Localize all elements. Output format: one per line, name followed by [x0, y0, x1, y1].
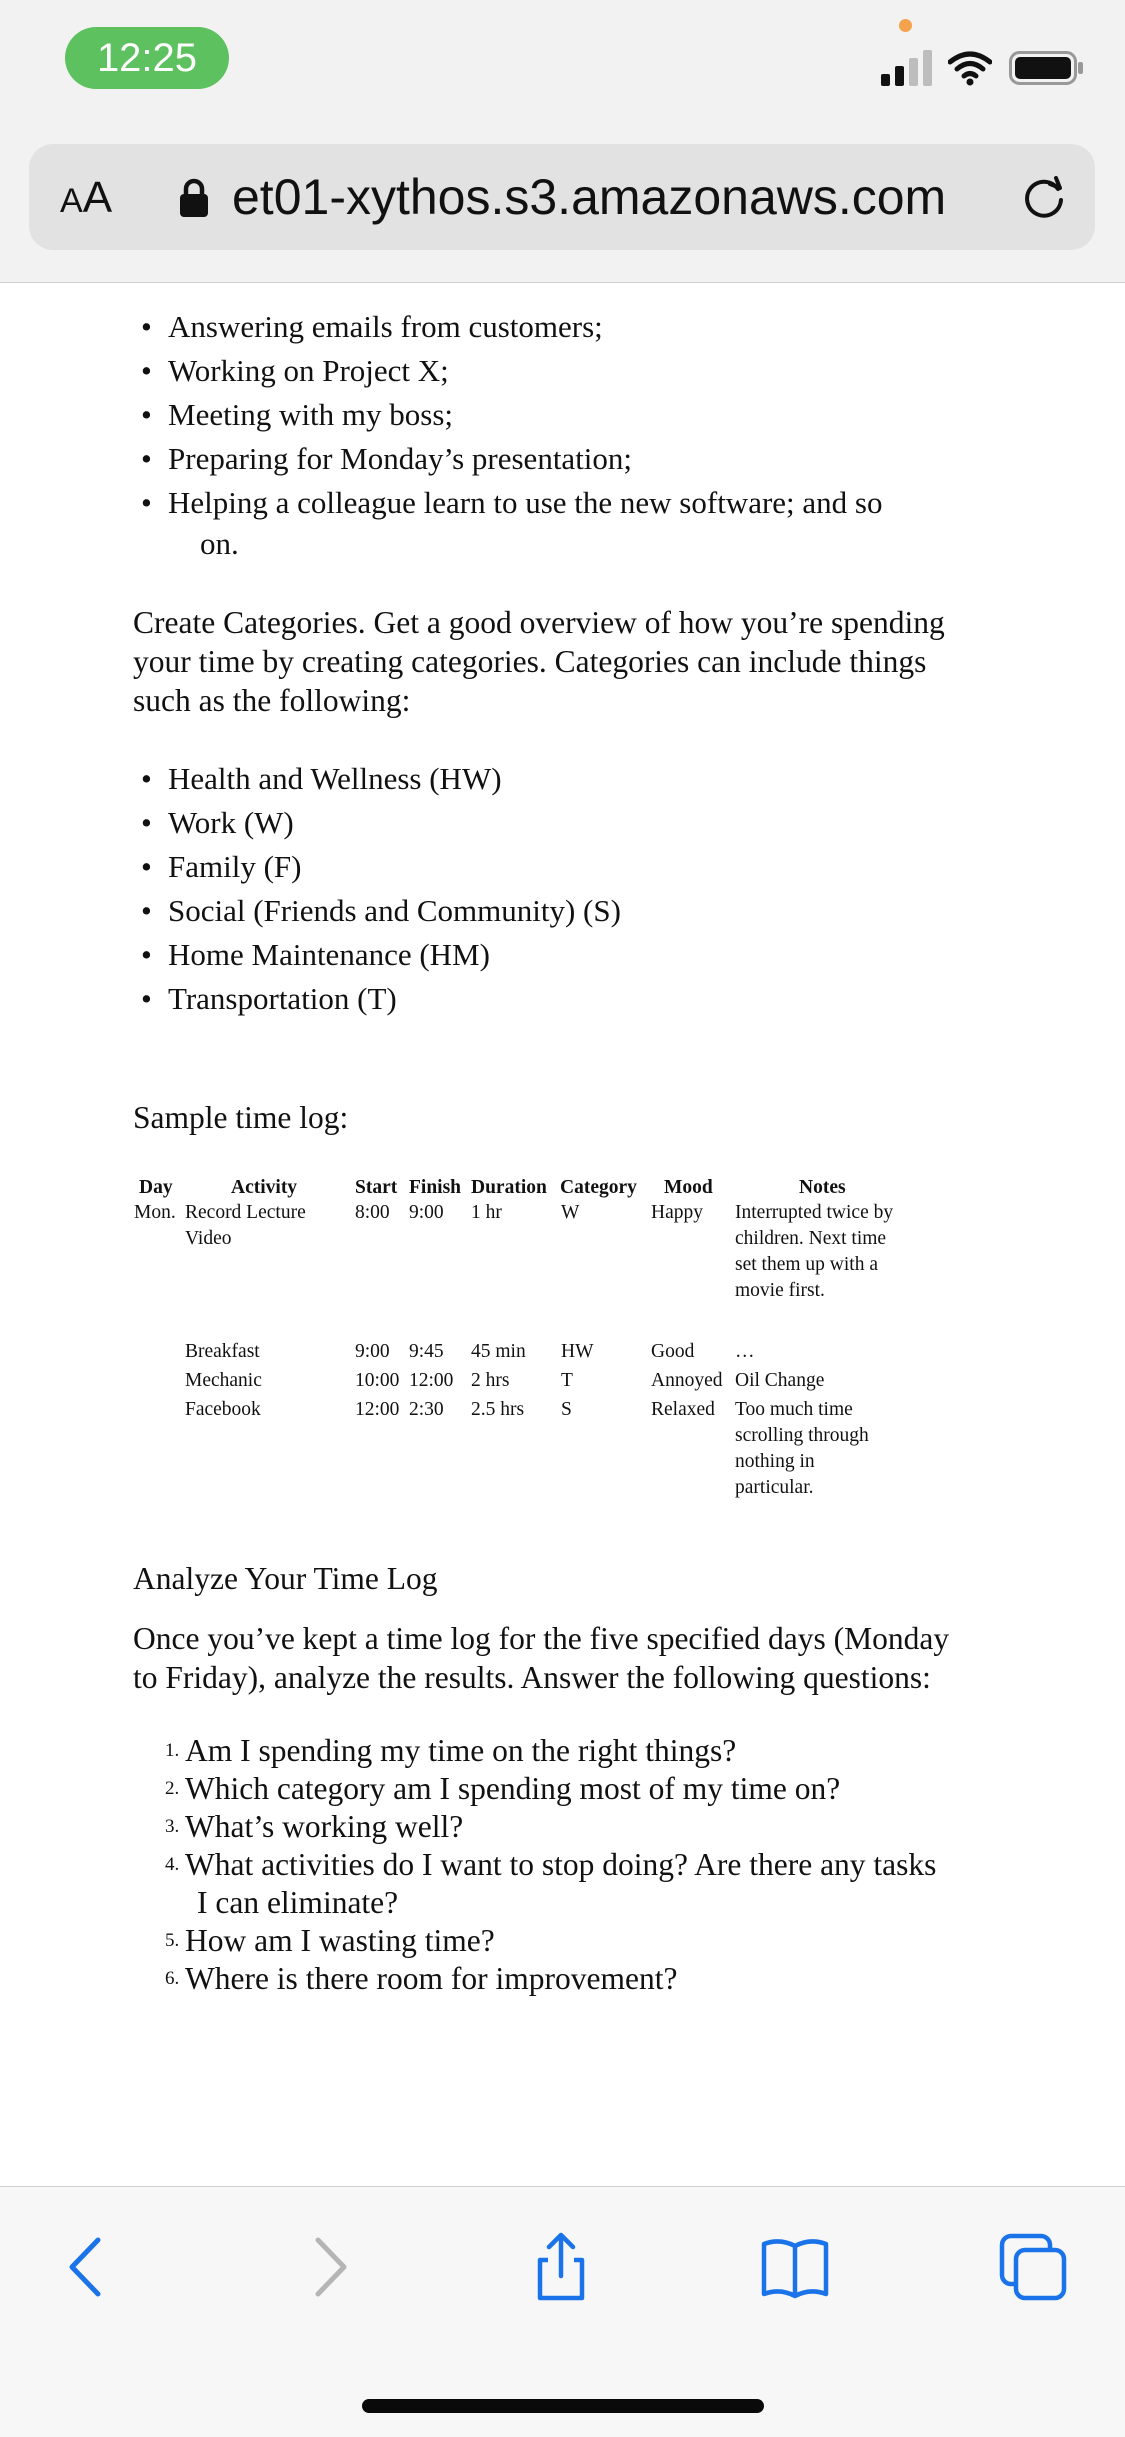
status-time: 12:25 — [65, 27, 229, 89]
lock-icon — [179, 178, 209, 218]
cell-start: 12:00 — [355, 1399, 400, 1420]
orange-dot-indicator — [899, 19, 912, 32]
list-item: • Answering emails from customers; — [168, 305, 882, 349]
cell-category: T — [561, 1370, 573, 1391]
cell-category: W — [561, 1202, 580, 1223]
col-header-start: Start — [355, 1177, 398, 1198]
cell-activity: Mechanic — [185, 1370, 262, 1391]
list-item: • Home Maintenance (HM) — [168, 933, 621, 977]
cell-start: 10:00 — [355, 1370, 400, 1391]
list-item: • Social (Friends and Community) (S) — [168, 889, 621, 933]
forward-icon[interactable] — [294, 2232, 364, 2302]
list-item: • Meeting with my boss; — [168, 393, 882, 437]
cell-category: HW — [561, 1341, 594, 1362]
cell-duration: 45 min — [471, 1341, 526, 1362]
cell-activity: Record Lecture Video — [185, 1202, 306, 1249]
cell-start: 8:00 — [355, 1202, 390, 1223]
col-header-notes: Notes — [799, 1177, 846, 1198]
cell-finish: 2:30 — [409, 1399, 444, 1420]
tabs-icon[interactable] — [998, 2232, 1068, 2302]
col-header-day: Day — [139, 1177, 173, 1198]
categories-list — [168, 757, 621, 1021]
cellular-signal-icon — [881, 48, 935, 88]
col-header-activity: Activity — [231, 1177, 298, 1198]
cell-duration: 1 hr — [471, 1202, 502, 1223]
cell-day: Mon. — [134, 1202, 176, 1223]
list-item: • Family (F) — [168, 845, 621, 889]
list-item: • Transportation (T) — [168, 977, 621, 1021]
cell-notes: Interrupted twice by children. Next time set them up with a movie first. — [735, 1202, 894, 1301]
list-item: • Work (W) — [168, 801, 621, 845]
cell-mood: Happy — [651, 1202, 703, 1223]
share-icon[interactable] — [526, 2232, 596, 2302]
cell-notes: … — [735, 1341, 755, 1362]
list-item: • Helping a colleague learn to use the new software; and so — [168, 481, 882, 525]
cell-start: 9:00 — [355, 1341, 390, 1362]
cell-finish: 9:45 — [409, 1341, 444, 1362]
categories-paragraph: Create Categories. Get a good overview of how you’re spending your time by creating categories. Categories can include things such as the following: — [133, 605, 945, 718]
reload-icon[interactable] — [1018, 172, 1070, 224]
cell-finish: 12:00 — [409, 1370, 454, 1391]
cell-mood: Annoyed — [651, 1370, 723, 1391]
pdf-document[interactable]: • Answering emails from customers; • Working on Project X; • Meeting with my boss; • Preparing for Monday’s presentation; • Helping a colleague learn to use the new software; and so on. Create Categories. Get a good overview of how you’re spending your time by creating categories. Categories can include things such as the following: • Health and Wellness (HW) • Work (W) • Family (F) • Social (Friends and Community) (S) • Home Maintenance (HM) • Transportation (T) Sample time log: Day Activity Start Finish Duration Category Mood Notes Mon. Record Lecture Video 8:00 9:00 1 hr W Happy Interrupted twice by children. Next time set them up with a movie first. Breakfast 9:00 9:45 45 min HW Good … Mechanic 10:00 12:00 2 hrs T Annoyed Oil Change Facebook 12:00 2:30 2.5 hrs S Relaxed Too much time scrolling through nothing in particular. Analyze Your Time Log Once you’ve kept a time log for the five specified days (Monday to Friday), analyze the results. Answer the following questions: 1. Am I spending my time on the right things? 2. Which category am I spending most of my time on? 3. What’s working well? 4. What activities do I want to stop doing? Are there any tasks I can eliminate? 5. How am I wasting time? 6. Where is there room for improvement? — [0, 283, 1125, 2185]
reader-options-button[interactable]: AA — [60, 173, 113, 222]
list-item: • Preparing for Monday’s presentation; — [168, 437, 882, 481]
back-icon[interactable] — [52, 2232, 122, 2302]
time-log-heading: Sample time log: — [133, 1100, 349, 1135]
list-item: • Health and Wellness (HW) — [168, 757, 621, 801]
list-item-continuation: on. — [200, 526, 239, 561]
col-header-finish: Finish — [409, 1177, 462, 1198]
cell-activity: Breakfast — [185, 1341, 260, 1362]
bookmarks-icon[interactable] — [760, 2232, 830, 2302]
battery-icon — [1009, 51, 1085, 85]
home-indicator[interactable] — [362, 2399, 764, 2413]
cell-notes: Too much time scrolling through nothing in particular. — [735, 1399, 869, 1498]
cell-mood: Good — [651, 1341, 695, 1362]
analyze-heading: Analyze Your Time Log — [133, 1561, 438, 1596]
col-header-category: Category — [560, 1177, 637, 1198]
col-header-mood: Mood — [664, 1177, 713, 1198]
cell-activity: Facebook — [185, 1399, 261, 1420]
analyze-paragraph: Once you’ve kept a time log for the five specified days (Monday to Friday), analyze the results. Answer the following questions: — [133, 1621, 950, 1695]
cell-category: S — [561, 1399, 572, 1420]
url-text[interactable]: et01-xythos.s3.amazonaws.com — [232, 169, 947, 225]
list-item: • Working on Project X; — [168, 349, 882, 393]
cell-duration: 2.5 hrs — [471, 1399, 525, 1420]
wifi-icon — [948, 50, 992, 86]
cell-duration: 2 hrs — [471, 1370, 510, 1391]
cell-finish: 9:00 — [409, 1202, 444, 1223]
col-header-duration: Duration — [471, 1177, 547, 1198]
cell-mood: Relaxed — [651, 1399, 715, 1420]
task-bullet-list — [168, 305, 882, 525]
cell-notes: Oil Change — [735, 1370, 825, 1391]
